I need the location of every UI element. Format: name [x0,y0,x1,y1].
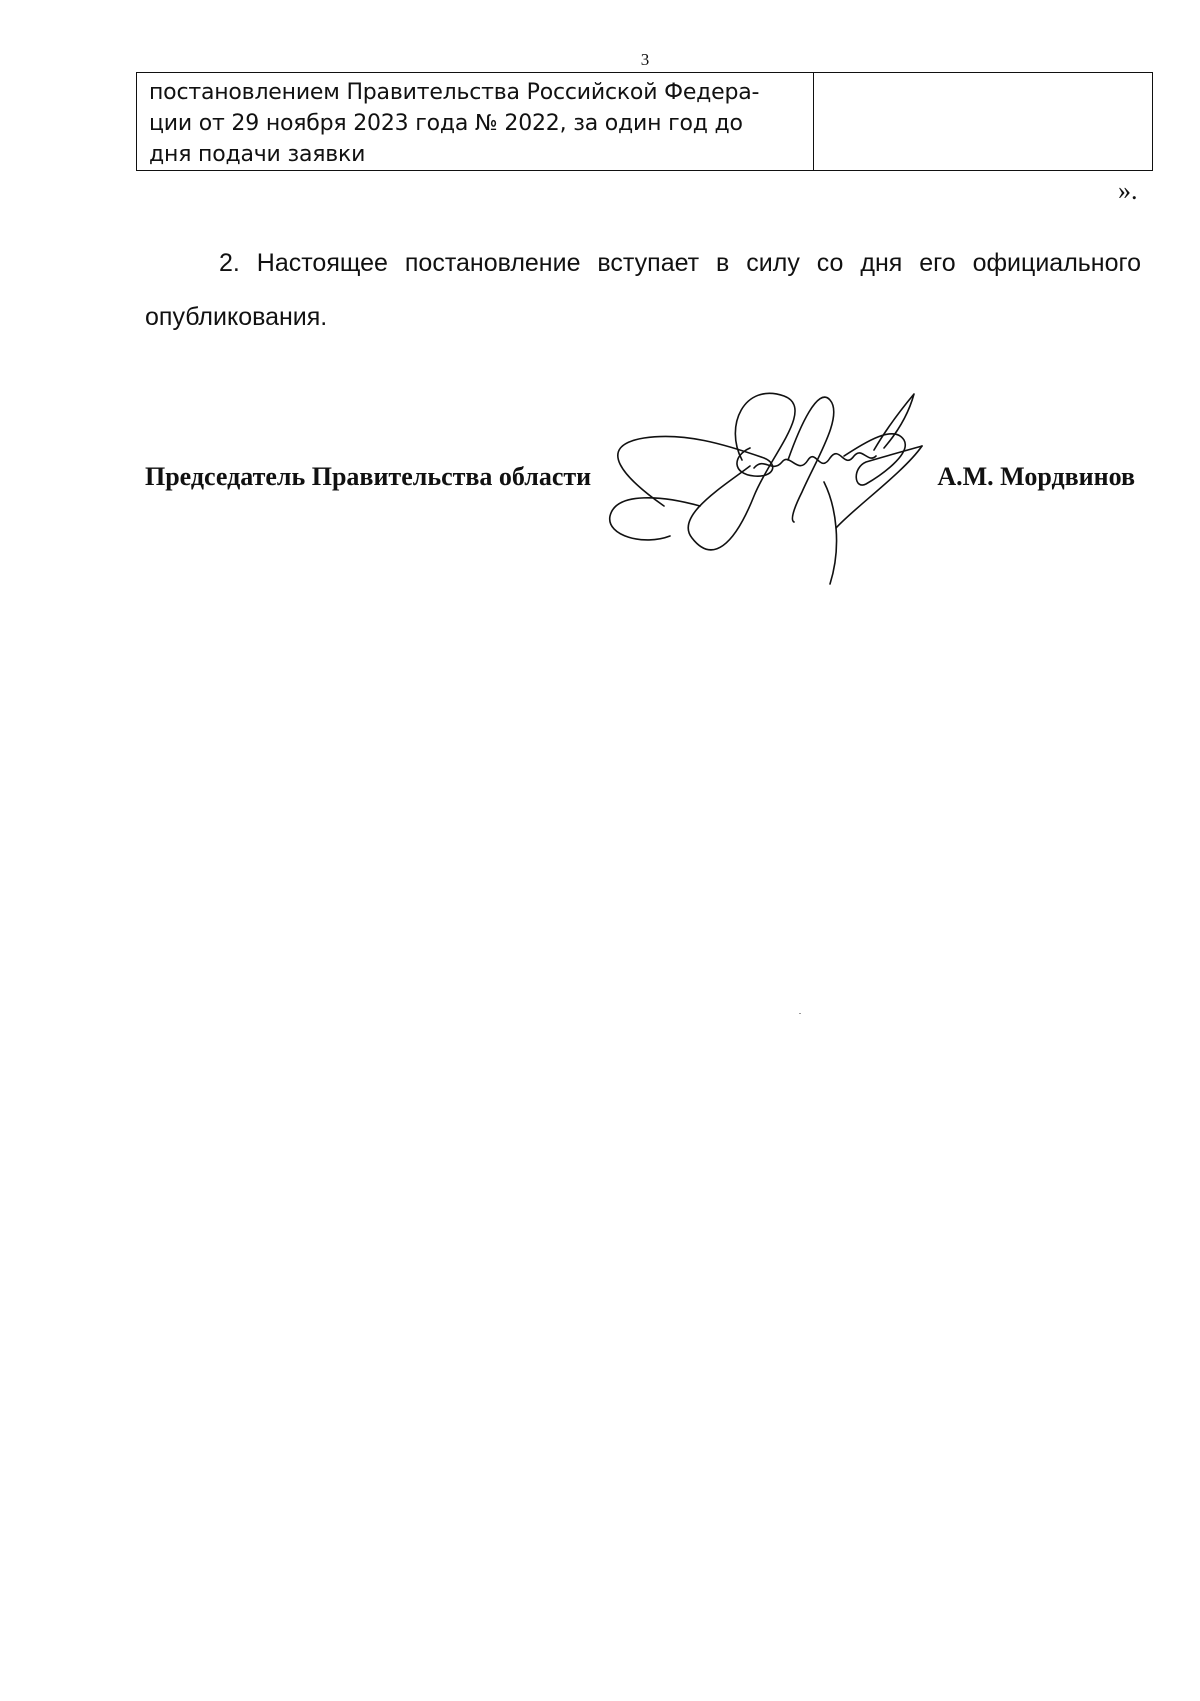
signature-stroke-loop [688,393,795,550]
closing-quote: ». [1118,176,1138,205]
signature-stroke-left-loop [610,498,700,540]
table-cell-left: постановлением Правительства Российской Федера- ции от 29 ноября 2023 года № 2022, за один год до дня подачи заявки [137,73,814,170]
scan-speck [799,1013,801,1014]
signature-stroke-hook [874,394,914,450]
paragraph-2: 2. Настоящее постановление вступает в силу со дня его официального опубликования. [145,249,1141,331]
signature-stroke-tail [824,482,837,584]
page-number: 3 [640,50,650,69]
signer-name: А.М. Мордвинов [937,462,1135,491]
handwritten-signature [604,386,974,586]
table-cell-right [814,73,1152,170]
signer-position: Председатель Правительства области [145,462,592,491]
document-table [136,72,1153,171]
signature-stroke-main [618,436,773,506]
